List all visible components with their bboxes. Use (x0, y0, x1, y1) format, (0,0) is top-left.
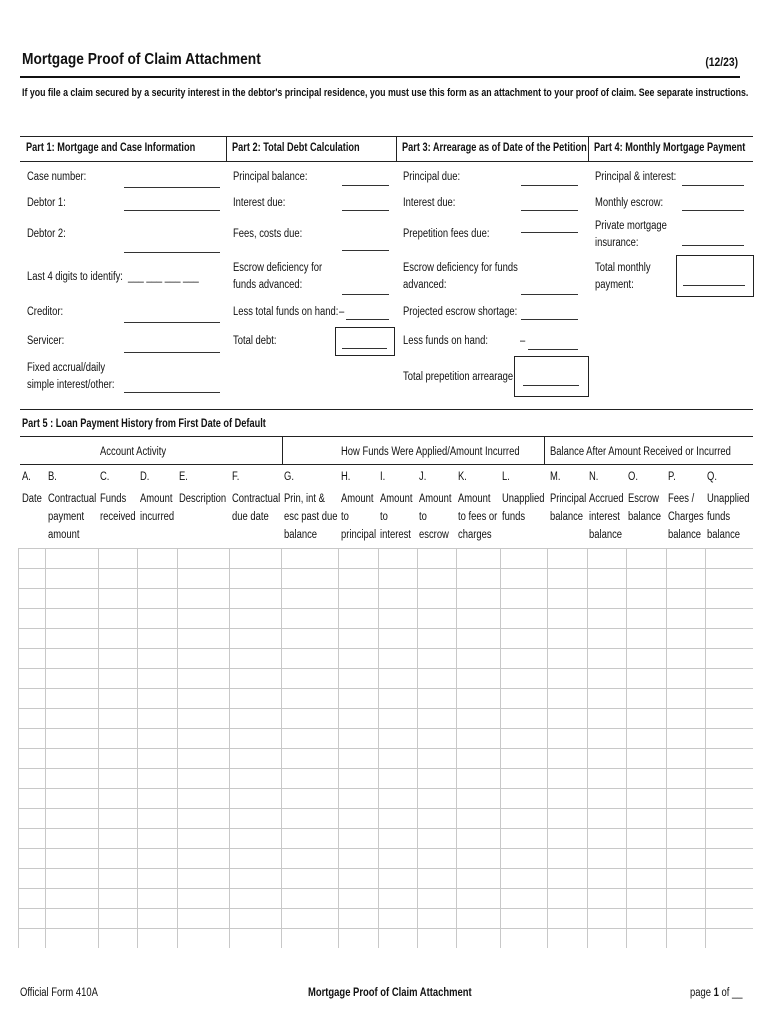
form-title: Mortgage Proof of Claim Attachment (22, 51, 261, 68)
column-label: balance (550, 511, 584, 523)
fees-costs-field[interactable] (342, 250, 389, 251)
part1-heading: Part 1: Mortgage and Case Information (26, 142, 196, 154)
column-label: received (100, 511, 136, 523)
column-label: balance (628, 511, 662, 523)
part-divider (226, 137, 227, 162)
column-label: funds (502, 511, 526, 523)
less-total-funds-field[interactable] (346, 319, 389, 320)
principal-due-field[interactable] (521, 185, 578, 186)
principal-interest-label: Principal & interest: (595, 171, 677, 183)
fixed-label-line2: simple interest/other: (27, 379, 115, 391)
monthly-escrow-field[interactable] (682, 210, 744, 211)
column-letter: E. (179, 471, 188, 483)
principal-interest-field[interactable] (682, 185, 744, 186)
total-arrearage-field (523, 385, 579, 386)
creditor-field[interactable] (124, 322, 220, 323)
column-label: Amount (458, 493, 491, 505)
column-label: to (380, 511, 388, 523)
pmi-label-line2: insurance: (595, 237, 639, 249)
pmi-field[interactable] (682, 245, 744, 246)
interest-due-label: Interest due: (233, 197, 286, 209)
column-label: Fees / (668, 493, 695, 505)
arrears-interest-label: Interest due: (403, 197, 456, 209)
servicer-label: Servicer: (27, 335, 65, 347)
total-arrearage-box[interactable] (514, 356, 589, 397)
total-monthly-line1: Total monthly (595, 262, 651, 274)
part-divider (588, 137, 589, 162)
column-label: balance (589, 529, 623, 541)
column-label: Unapplied (502, 493, 545, 505)
group-divider (282, 437, 283, 464)
last4-label: Last 4 digits to identify: (27, 271, 123, 283)
interest-due-field[interactable] (342, 210, 389, 211)
column-letter: O. (628, 471, 638, 483)
column-label: Amount (380, 493, 413, 505)
case-number-label: Case number: (27, 171, 87, 183)
fixed-interest-field[interactable] (124, 392, 220, 393)
column-label: esc past due (284, 511, 338, 523)
column-label: Date (22, 493, 42, 505)
column-letter: D. (140, 471, 150, 483)
monthly-escrow-label: Monthly escrow: (595, 197, 664, 209)
payment-history-grid[interactable] (18, 548, 753, 948)
column-label: Contractual (48, 493, 97, 505)
debtor2-field[interactable] (124, 252, 220, 253)
column-label: Principal (550, 493, 587, 505)
footer-page (690, 987, 742, 999)
footer-title: Mortgage Proof of Claim Attachment (308, 987, 472, 999)
prepetition-fees-field[interactable] (521, 232, 578, 233)
servicer-field[interactable] (124, 352, 220, 353)
form-version: (12/23) (705, 55, 738, 69)
projected-shortage-label: Projected escrow shortage: (403, 306, 518, 318)
group-account-activity: Account Activity (100, 446, 167, 458)
column-label: amount (48, 529, 80, 541)
part2-heading: Part 2: Total Debt Calculation (232, 142, 360, 154)
escrow-deficiency-line2: funds advanced: (233, 279, 303, 291)
arrears-interest-field[interactable] (521, 210, 578, 211)
column-label: balance (668, 529, 702, 541)
total-arrearage-label: Total prepetition arrearage: (403, 371, 516, 383)
column-letter: K. (458, 471, 467, 483)
minus-sign: – (520, 335, 526, 347)
prepetition-fees-label: Prepetition fees due: (403, 228, 490, 240)
column-label: Accrued (589, 493, 624, 505)
column-label: Funds (100, 493, 127, 505)
column-label: Description (179, 493, 227, 505)
column-label: balance (707, 529, 741, 541)
parts-head-rule (20, 161, 753, 162)
less-funds-field[interactable] (528, 349, 578, 350)
total-debt-field (342, 348, 387, 349)
column-label: Unapplied (707, 493, 750, 505)
column-letter: G. (284, 471, 294, 483)
group-balance-after: Balance After Amount Received or Incurred (550, 446, 731, 458)
last4-field[interactable]: ___ ___ ___ ___ (128, 271, 199, 283)
column-label: interest (380, 529, 411, 541)
part5-heading: Part 5 : Loan Payment History from First Date of Default (22, 418, 266, 430)
arrears-escrow-line2: advanced: (403, 279, 447, 291)
intro-text: If you file a claim secured by a security interest in the debtor's principal residence, you must use this form as an attachment to your proof of claim. See separate instructions. (22, 87, 749, 99)
header-rule (20, 76, 740, 78)
parts-top-rule (20, 136, 753, 137)
pmi-label-line1: Private mortgage (595, 220, 667, 232)
part4-heading: Part 4: Monthly Mortgage Payment (594, 142, 746, 154)
column-label: interest (589, 511, 620, 523)
column-letter: Q. (707, 471, 717, 483)
debtor2-label: Debtor 2: (27, 228, 66, 240)
principal-balance-field[interactable] (342, 185, 389, 186)
less-total-funds-label: Less total funds on hand: (233, 306, 339, 318)
column-letter: L. (502, 471, 510, 483)
arrears-escrow-line1: Escrow deficiency for funds (403, 262, 518, 274)
column-label: incurred (140, 511, 175, 523)
part-divider (396, 137, 397, 162)
column-label: due date (232, 511, 269, 523)
column-label: principal (341, 529, 377, 541)
fixed-label-line1: Fixed accrual/daily (27, 362, 106, 374)
column-label: Charges (668, 511, 704, 523)
column-letter: N. (589, 471, 599, 483)
column-label: Prin, int & (284, 493, 325, 505)
column-label: funds (707, 511, 731, 523)
column-label: Escrow (628, 493, 659, 505)
page-label: page (690, 987, 711, 999)
group-rule (20, 464, 753, 465)
column-label: Contractual (232, 493, 281, 505)
arrears-escrow-field[interactable] (521, 294, 578, 295)
fees-costs-label: Fees, costs due: (233, 228, 303, 240)
projected-shortage-field[interactable] (521, 319, 578, 320)
escrow-deficiency-field[interactable] (342, 294, 389, 295)
footer-form-number: Official Form 410A (20, 987, 98, 999)
column-letter: I. (380, 471, 386, 483)
escrow-deficiency-line1: Escrow deficiency for (233, 262, 323, 274)
debtor1-field[interactable] (124, 210, 220, 211)
column-letter: M. (550, 471, 561, 483)
principal-balance-label: Principal balance: (233, 171, 308, 183)
page-number: 1 (713, 987, 719, 999)
column-letter: F. (232, 471, 240, 483)
column-label: Amount (140, 493, 173, 505)
total-monthly-line2: payment: (595, 279, 634, 291)
part3-heading: Part 3: Arrearage as of Date of the Petition (402, 142, 587, 154)
total-debt-box[interactable] (335, 327, 395, 356)
debtor1-label: Debtor 1: (27, 197, 66, 209)
column-label: balance (284, 529, 318, 541)
column-label: to (419, 511, 427, 523)
principal-due-label: Principal due: (403, 171, 461, 183)
page-of: of __ (721, 987, 743, 999)
creditor-label: Creditor: (27, 306, 64, 318)
group-divider (544, 437, 545, 464)
less-funds-label: Less funds on hand: (403, 335, 488, 347)
total-monthly-box[interactable] (676, 255, 754, 297)
column-label: to fees or (458, 511, 498, 523)
column-letter: A. (22, 471, 31, 483)
minus-sign: – (339, 306, 345, 318)
group-funds-applied: How Funds Were Applied/Amount Incurred (341, 446, 520, 458)
column-letter: B. (48, 471, 57, 483)
column-letter: H. (341, 471, 351, 483)
total-debt-label: Total debt: (233, 335, 277, 347)
payment-history-grid-lines (18, 548, 753, 948)
part5-top-rule (20, 409, 753, 410)
column-label: charges (458, 529, 492, 541)
total-monthly-field (683, 285, 745, 286)
column-label: Amount (341, 493, 374, 505)
column-label: escrow (419, 529, 449, 541)
case-number-field[interactable] (124, 187, 220, 188)
column-letter: C. (100, 471, 110, 483)
column-label: to (341, 511, 349, 523)
column-letter: P. (668, 471, 676, 483)
column-letter: J. (419, 471, 427, 483)
part5-head-rule (20, 436, 753, 437)
column-label: Amount (419, 493, 452, 505)
column-label: payment (48, 511, 85, 523)
